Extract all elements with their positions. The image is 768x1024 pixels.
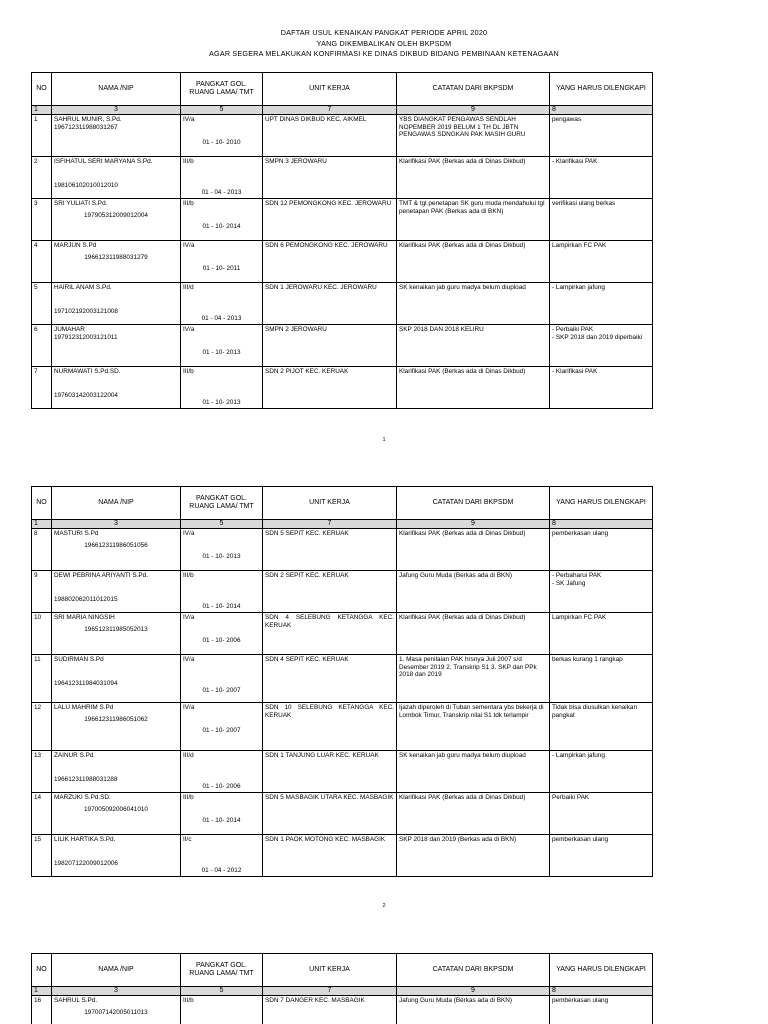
bkpsdm-note: YBS DIANGKAT PENGAWAS SENDLAH NOPEMBER 2019 BELUM 1 TH DL JBTN PENGAWAS SDNGKAN PAK MASIH GURU <box>397 115 550 157</box>
rank-cell <box>181 283 263 325</box>
employee-nip: 196612311988031279 <box>84 253 148 261</box>
rank-cell <box>181 241 263 283</box>
required-completion: Lampirkan FC PAK <box>550 613 653 655</box>
rank-grade: III/b <box>183 794 194 801</box>
required-completion: Lampirkan FC PAK <box>550 241 653 283</box>
required-completion: Tidak bisa diusulkan kenaikan pangkat <box>550 703 653 751</box>
rank-cell <box>181 367 263 409</box>
employee-nip: 196412311984031094 <box>54 679 118 687</box>
bkpsdm-note: Jafung Guru Muda (Berkas ada di BKN) <box>397 996 550 1024</box>
required-completion: Perbaiki PAK <box>550 793 653 835</box>
employee-nip: 196612311986051056 <box>84 541 148 549</box>
row-number: 8 <box>32 529 52 571</box>
rank-grade: III/b <box>183 200 194 207</box>
required-completion: - Lampirkan jafung <box>550 283 653 325</box>
rank-tmt-date: 01 - 10- 2013 <box>202 398 241 406</box>
rank-tmt-date: 01 - 10- 2014 <box>202 602 241 610</box>
column-index-cell: 1 <box>32 520 52 529</box>
column-header-pangkat: PANGKAT GOL. RUANG LAMA/ TMT <box>181 954 263 987</box>
column-header-no: NO <box>32 73 52 106</box>
column-header-catatan: CATATAN DARI BKPSDM <box>397 73 550 106</box>
rank-grade: III/b <box>183 572 194 579</box>
rank-cell <box>181 529 263 571</box>
bkpsdm-note: TMT & tgl penetapan SK guru muda mendahului tgl penetapan PAK (Berkas ada di BKN) <box>397 199 550 241</box>
column-header-pangkat: PANGKAT GOL. RUANG LAMA/ TMT <box>181 487 263 520</box>
bkpsdm-note: Klarifikasi PAK (Berkas ada di Dinas Dikbud) <box>397 613 550 655</box>
column-index-cell: 7 <box>263 987 397 996</box>
column-header-lengkapi: YANG HARUS DILENGKAPI <box>550 954 653 987</box>
table-row <box>32 367 653 409</box>
employee-nip: 196512311985052013 <box>84 625 148 633</box>
column-index-row <box>32 987 653 996</box>
bkpsdm-note: Klarifikasi PAK (Berkas ada di Dinas Dikbud) <box>397 157 550 199</box>
column-index-cell: 9 <box>397 106 550 115</box>
column-header-nama: NAMA /NIP <box>52 73 181 106</box>
required-completion: berkas kurang 1 rangkap <box>550 655 653 703</box>
rank-grade: IV/a <box>183 116 195 123</box>
table-row <box>32 241 653 283</box>
table-row <box>32 157 653 199</box>
rank-grade: II/c <box>183 836 192 843</box>
work-unit: UPT DINAS DIKBUD KEC. AIKMEL <box>263 115 397 157</box>
name-nip-cell <box>52 529 181 571</box>
employee-name: ISFIHATUL SERI MARYANA S.Pd. <box>54 158 153 165</box>
column-index-cell: 3 <box>52 987 181 996</box>
work-unit: SDN 4 SEPIT KEC. KERUAK <box>263 655 397 703</box>
employee-name: DEWI PEBRINA ARIYANTI S.Pd. <box>54 572 148 579</box>
row-number: 16 <box>32 996 52 1024</box>
required-completion: pemberkasan ulang <box>550 996 653 1024</box>
employee-name: SUDIRMAN S.Pd <box>54 656 104 663</box>
column-header-nama: NAMA /NIP <box>52 954 181 987</box>
column-index-cell: 5 <box>181 106 263 115</box>
column-index-cell: 9 <box>397 520 550 529</box>
rank-tmt-date: 01 - 10- 2014 <box>202 222 241 230</box>
row-number: 3 <box>32 199 52 241</box>
required-completion: - Klarifikasi PAK <box>550 367 653 409</box>
rank-tmt-date: 01 - 10- 2007 <box>202 726 241 734</box>
employee-nip: 198106102010012010 <box>54 181 118 189</box>
column-header-pangkat: PANGKAT GOL. RUANG LAMA/ TMT <box>181 73 263 106</box>
table-row <box>32 115 653 157</box>
column-header-catatan: CATATAN DARI BKPSDM <box>397 954 550 987</box>
name-nip-cell <box>52 703 181 751</box>
work-unit: SDN 4 SELEBUNG KETANGGA KEC. KERUAK <box>263 613 397 655</box>
work-unit: SDN 5 MASBAGIK UTARA KEC. MASBAGIK <box>263 793 397 835</box>
table-row <box>32 529 653 571</box>
required-completion: - Perbaharui PAK - SK Jafung <box>550 571 653 613</box>
table-row <box>32 996 653 1024</box>
rank-cell <box>181 157 263 199</box>
work-unit: SDN 5 SEPIT KEC. KERUAK <box>263 529 397 571</box>
employee-nip: 196612311986051062 <box>84 715 148 723</box>
rank-cell <box>181 793 263 835</box>
header-line-2: YANG DIKEMBALIKAN OLEH BKPSDM <box>316 38 452 48</box>
rank-grade: IV/a <box>183 704 195 711</box>
table-header-row <box>32 73 653 106</box>
column-index-cell: 8 <box>550 106 653 115</box>
rank-grade: IV/a <box>183 614 195 621</box>
employee-name: MARJUN S.Pd <box>54 242 97 249</box>
row-number: 7 <box>32 367 52 409</box>
bkpsdm-note: 1. Masa penilaian PAK hrsnya Juli 2007 s/d Desember 2019 2. Transkrip S1 3. SKP dan PPk 2018 dan 2019 <box>397 655 550 703</box>
employee-name: MASTURI S.Pd <box>54 530 99 537</box>
work-unit: SMPN 2 JEROWARU <box>263 325 397 367</box>
employee-nip: 197005092006041010 <box>84 805 148 813</box>
row-number: 13 <box>32 751 52 793</box>
work-unit: SDN 1 JEROWARU KEC. JEROWARU <box>263 283 397 325</box>
rank-grade: III/b <box>183 997 194 1004</box>
column-header-unit: UNIT KERJA <box>263 73 397 106</box>
column-index-cell: 5 <box>181 520 263 529</box>
rank-tmt-date: 01 - 10- 2013 <box>202 552 241 560</box>
name-nip-cell <box>52 793 181 835</box>
name-nip-cell <box>52 199 181 241</box>
table-row <box>32 751 653 793</box>
bkpsdm-note: SK kenaikan jab guru madya belum diupload <box>397 751 550 793</box>
rank-cell <box>181 655 263 703</box>
rank-grade: IV/a <box>183 326 195 333</box>
bkpsdm-note: SKP 2018 DAN 2018 KELIRU <box>397 325 550 367</box>
employee-nip: 196712311988031267 <box>54 123 118 131</box>
name-nip-cell <box>52 115 181 157</box>
row-number: 10 <box>32 613 52 655</box>
rank-tmt-date: 01 - 10- 2006 <box>202 636 241 644</box>
rank-grade: III/b <box>183 368 194 375</box>
column-index-cell: 8 <box>550 987 653 996</box>
table-row <box>32 793 653 835</box>
column-header-lengkapi: YANG HARUS DILENGKAPI <box>550 487 653 520</box>
required-completion: pemberkasan ulang <box>550 529 653 571</box>
row-number: 15 <box>32 835 52 877</box>
column-index-cell: 3 <box>52 520 181 529</box>
row-number: 14 <box>32 793 52 835</box>
employee-name: SAHRUL S.Pd. <box>54 997 98 1004</box>
rank-cell <box>181 115 263 157</box>
rank-cell <box>181 325 263 367</box>
rank-grade: IV/a <box>183 656 195 663</box>
rank-tmt-date: 01 - 04 - 2013 <box>201 314 242 322</box>
column-index-cell: 1 <box>32 987 52 996</box>
column-index-cell: 7 <box>263 106 397 115</box>
header-line-1: DAFTAR USUL KENAIKAN PANGKAT PERIODE APRIL 2020 <box>280 28 488 37</box>
rank-grade: III/b <box>183 158 194 165</box>
rank-cell <box>181 751 263 793</box>
employee-nip: 196612311988031288 <box>54 775 118 783</box>
work-unit: SDN 10 SELEBUNG KETANGGA KEC. KERUAK <box>263 703 397 751</box>
rank-cell <box>181 199 263 241</box>
employee-nip: 197007142005011013 <box>84 1008 148 1016</box>
name-nip-cell <box>52 157 181 199</box>
rank-cell <box>181 613 263 655</box>
table-row <box>32 325 653 367</box>
table-row <box>32 835 653 877</box>
employee-name: NURMAWATI S.Pd.SD. <box>54 368 121 375</box>
work-unit: SDN 7 DANGER KEC. MASBAGIK <box>263 996 397 1024</box>
row-number: 9 <box>32 571 52 613</box>
work-unit: SDN 2 PIJOT KEC. KERUAK <box>263 367 397 409</box>
rank-tmt-date: 01 - 10- 2014 <box>202 816 241 824</box>
employee-nip: 197603142003122004 <box>54 391 118 399</box>
employee-name: SRI YULIATI S.Pd. <box>54 200 108 207</box>
name-nip-cell <box>52 325 181 367</box>
header-line-3: AGAR SEGERA MELAKUKAN KONFIRMASI KE DINAS DIKBUD BIDANG PEMBINAAN KETENAGAAN <box>209 49 559 59</box>
column-header-catatan: CATATAN DARI BKPSDM <box>397 487 550 520</box>
table-header-row <box>32 487 653 520</box>
work-unit: SDN 2 SEPIT KEC. KERUAK <box>263 571 397 613</box>
employee-name: HAIRIL ANAM S.Pd. <box>54 284 112 291</box>
row-number: 12 <box>32 703 52 751</box>
page-number: 2 <box>382 903 386 909</box>
work-unit: SDN 12 PEMONGKONG KEC. JEROWARU <box>263 199 397 241</box>
row-number: 4 <box>32 241 52 283</box>
work-unit: SDN 1 TANJUNG LUAR KEC. KERUAK <box>263 751 397 793</box>
rank-cell <box>181 571 263 613</box>
rank-tmt-date: 01 - 10- 2013 <box>202 348 241 356</box>
bkpsdm-note: Klarifikasi PAK (Berkas ada di Dinas Dikbud) <box>397 793 550 835</box>
name-nip-cell <box>52 241 181 283</box>
name-nip-cell <box>52 655 181 703</box>
column-index-row <box>32 520 653 529</box>
rank-grade: III/d <box>183 284 194 291</box>
bkpsdm-note: Ijazah diperoleh di Tuban sementara ybs bekerja di Lombok Timur, Transkrip nilai S1 tdk terlampir <box>397 703 550 751</box>
employee-name: LALU MAHRIM S.Pd <box>54 704 114 711</box>
column-header-lengkapi: YANG HARUS DILENGKAPI <box>550 73 653 106</box>
row-number: 5 <box>32 283 52 325</box>
employee-name: JUMAHAR <box>54 326 85 333</box>
bkpsdm-note: Jafung Guru Muda (Berkas ada di BKN) <box>397 571 550 613</box>
employee-nip: 198802062011012015 <box>54 595 118 603</box>
table-row <box>32 283 653 325</box>
column-header-no: NO <box>32 487 52 520</box>
work-unit: SMPN 3 JEROWARU <box>263 157 397 199</box>
employee-nip: 197102192003121008 <box>54 307 118 315</box>
rank-grade: IV/a <box>183 242 195 249</box>
rank-cell <box>181 835 263 877</box>
rank-cell <box>181 703 263 751</box>
name-nip-cell <box>52 613 181 655</box>
bkpsdm-note: Klarifikasi PAK (Berkas ada di Dinas Dikbud) <box>397 241 550 283</box>
work-unit: SDN 1 PAOK MOTONG KEC. MASBAGIK <box>263 835 397 877</box>
bkpsdm-note: Klarifikasi PAK (Berkas ada di Dinas Dikbud) <box>397 529 550 571</box>
required-completion: - Klarifikasi PAK <box>550 157 653 199</box>
rank-tmt-date: 01 - 04 - 2013 <box>201 188 242 196</box>
required-completion: - Lampirkan jafung <box>550 751 653 793</box>
column-index-cell: 8 <box>550 520 653 529</box>
required-completion: pemberkasan ulang <box>550 835 653 877</box>
usul-table-page-3 <box>31 953 653 1024</box>
page-number: 1 <box>382 437 386 443</box>
row-number: 2 <box>32 157 52 199</box>
column-index-cell: 7 <box>263 520 397 529</box>
column-index-row <box>32 106 653 115</box>
column-index-cell: 3 <box>52 106 181 115</box>
required-completion: pengawas <box>550 115 653 157</box>
column-header-unit: UNIT KERJA <box>263 954 397 987</box>
name-nip-cell <box>52 571 181 613</box>
employee-nip: 197905312009012004 <box>84 211 148 219</box>
employee-name: SRI MARIA NINGSIH <box>54 614 115 621</box>
name-nip-cell <box>52 751 181 793</box>
column-index-cell: 9 <box>397 987 550 996</box>
rank-tmt-date: 01 - 10- 2007 <box>202 686 241 694</box>
rank-tmt-date: 01 - 10- 2010 <box>202 138 241 146</box>
employee-name: MARZUKI S.Pd.SD. <box>54 794 111 801</box>
table-row <box>32 199 653 241</box>
bkpsdm-note: SKP 2018 dan 2019 (Berkas ada di BKN) <box>397 835 550 877</box>
rank-tmt-date: 01 - 10- 2006 <box>202 782 241 790</box>
document-header <box>0 28 768 60</box>
table-header-row <box>32 954 653 987</box>
name-nip-cell <box>52 996 181 1024</box>
column-index-cell: 5 <box>181 987 263 996</box>
employee-name: SAHRUL MUNIR, S.Pd. <box>54 116 122 123</box>
rank-cell <box>181 996 263 1024</box>
row-number: 1 <box>32 115 52 157</box>
name-nip-cell <box>52 835 181 877</box>
required-completion: - Perbaiki PAK - SKP 2018 dan 2019 diperbaiki <box>550 325 653 367</box>
column-header-nama: NAMA /NIP <box>52 487 181 520</box>
name-nip-cell <box>52 283 181 325</box>
required-completion: verifikasi ulang berkas <box>550 199 653 241</box>
rank-grade: IV/a <box>183 530 195 537</box>
work-unit: SDN 6 PEMONGKONG KEC. JEROWARU <box>263 241 397 283</box>
rank-grade: III/d <box>183 752 194 759</box>
table-row <box>32 655 653 703</box>
table-row <box>32 703 653 751</box>
column-header-unit: UNIT KERJA <box>263 487 397 520</box>
rank-tmt-date: 01 - 10- 2011 <box>202 264 241 272</box>
name-nip-cell <box>52 367 181 409</box>
row-number: 11 <box>32 655 52 703</box>
employee-nip: 198207122009012006 <box>54 859 118 867</box>
employee-name: LILIK HARTIKA S.Pd. <box>54 836 116 843</box>
bkpsdm-note: Klarifikasi PAK (Berkas ada di Dinas Dikbud) <box>397 367 550 409</box>
rank-tmt-date: 01 - 04 - 2012 <box>201 866 242 874</box>
column-index-cell: 1 <box>32 106 52 115</box>
column-header-no: NO <box>32 954 52 987</box>
table-row <box>32 571 653 613</box>
employee-name: ZAINUR S.Pd <box>54 752 94 759</box>
usul-table-page-1 <box>31 72 653 409</box>
employee-nip: 197912312003121011 <box>54 333 118 341</box>
row-number: 6 <box>32 325 52 367</box>
usul-table-page-2 <box>31 486 653 877</box>
table-row <box>32 613 653 655</box>
bkpsdm-note: SK kenaikan jab guru madya belum diupload <box>397 283 550 325</box>
